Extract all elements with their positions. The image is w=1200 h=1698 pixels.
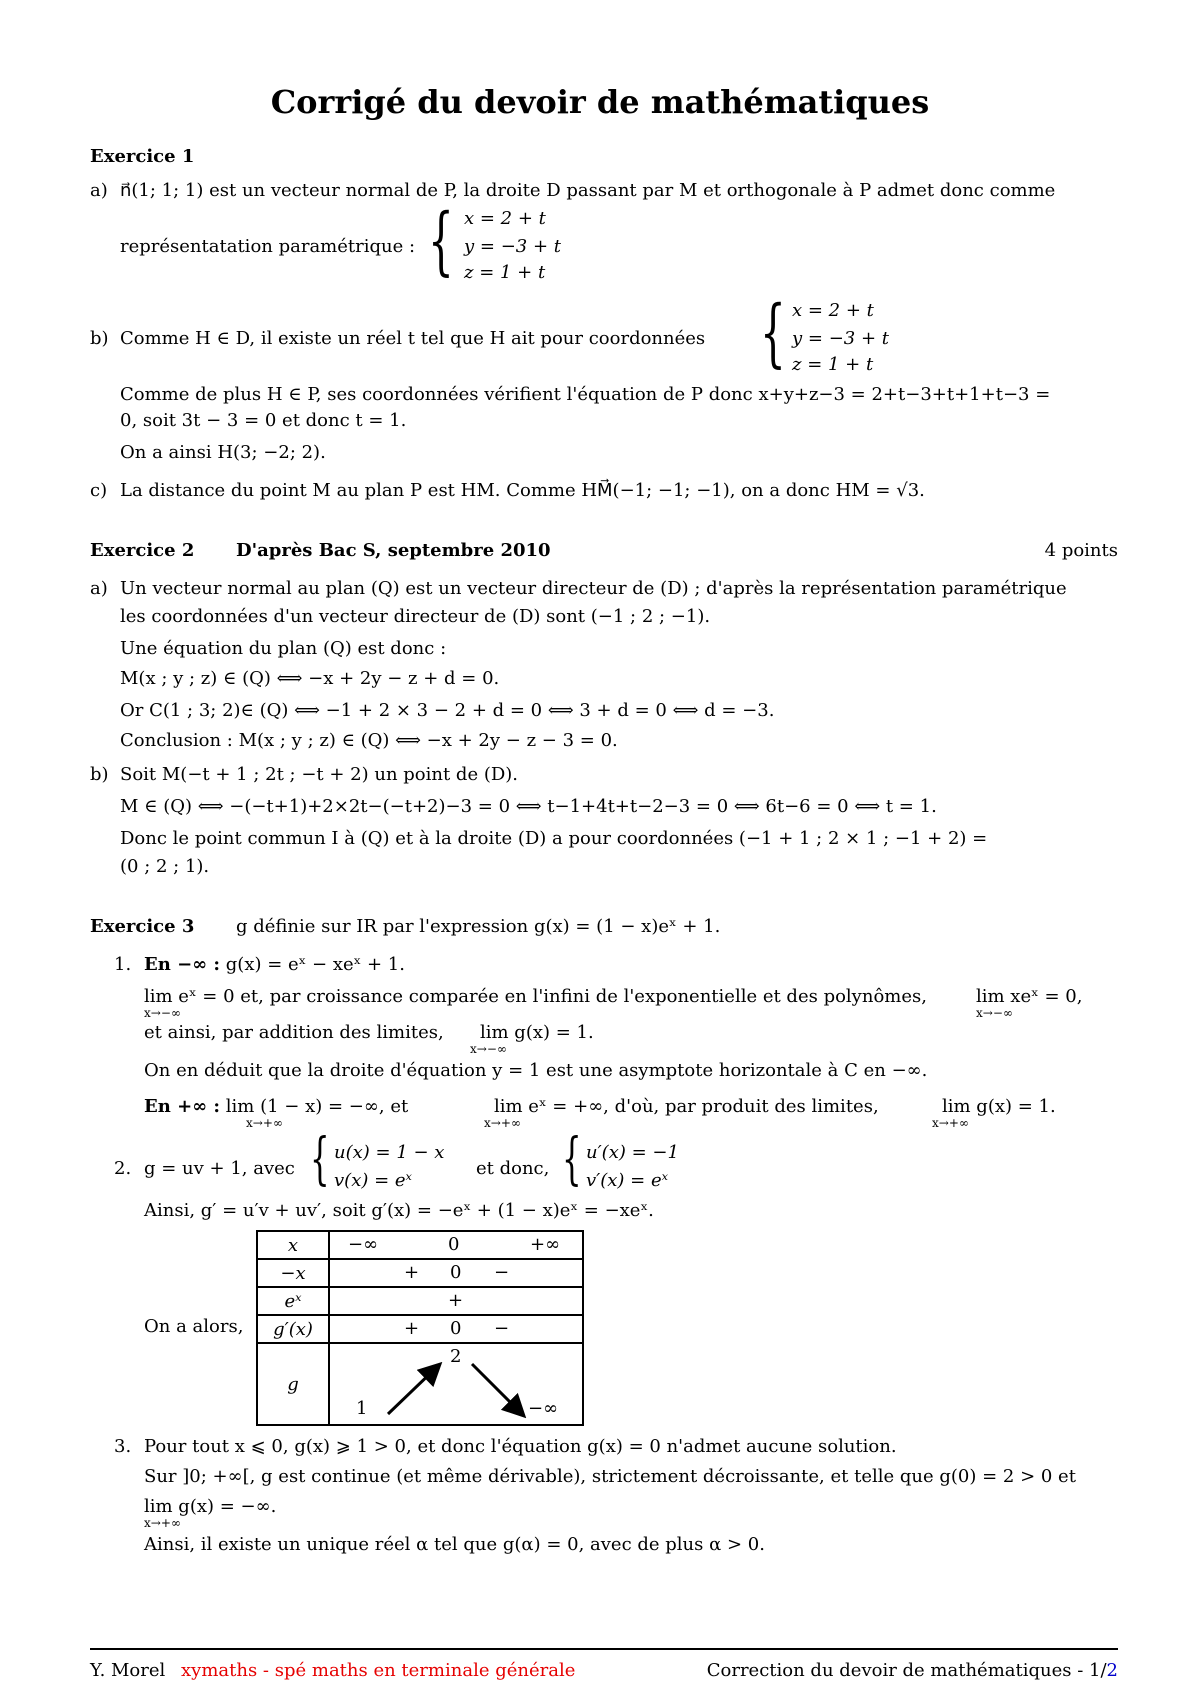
table-row [257, 1259, 583, 1287]
table-values [329, 1287, 583, 1315]
ex2-b-label: b) [90, 764, 109, 785]
ex3-p2-brace-2: { [562, 1127, 582, 1192]
ex3-p3-line2: Sur ]0; +∞[, g est continue (et même dérivable), strictement décroissante, et telle que g(0) = 2 > 0 et [144, 1466, 1076, 1487]
footer-total-pages-link[interactable]: 2 [1106, 1660, 1118, 1681]
ex3-lim-sub: x→−∞ [470, 1042, 507, 1056]
ex3-item-1-number: 1. [114, 954, 132, 975]
exercise-3-heading: Exercice 3 [90, 916, 195, 937]
table-cell: + [404, 1262, 420, 1283]
ex3-lim-sub-plus: x→+∞ [246, 1116, 283, 1130]
ex2-a-line: Or C(1 ; 3; 2)∈ (Q) ⟺ −1 + 2 × 3 − 2 + d = 0 ⟺ 3 + d = 0 ⟺ d = −3. [120, 700, 775, 721]
table-values [329, 1259, 583, 1287]
table-row [257, 1343, 583, 1425]
ex2-b-line: M ∈ (Q) ⟺ −(−t+1)+2×2t−(−t+2)−3 = 0 ⟺ t−1+4t+t−2−3 = 0 ⟺ 6t−6 = 0 ⟺ t = 1. [120, 796, 937, 817]
table-values [329, 1343, 583, 1425]
ex3-p1-line2b: lim xeˣ = 0, [976, 986, 1083, 1007]
table-row [257, 1287, 583, 1315]
table-row [257, 1231, 583, 1259]
ex3-p1-line3b: lim g(x) = 1. [480, 1022, 594, 1043]
increasing-arrow [388, 1366, 438, 1414]
ex2-a-line: Une équation du plan (Q) est donc : [120, 638, 447, 659]
ex3-p2-mid: et donc, [476, 1158, 550, 1179]
footer-page-text: Correction du devoir de mathématiques - 1/ [706, 1660, 1107, 1681]
ex3-item-2-number: 2. [114, 1158, 132, 1179]
ex3-p1-line4: On en déduit que la droite d'équation y = 1 est une asymptote horizontale à C en −∞. [144, 1060, 928, 1081]
ex1-a-line1: n⃗(1; 1; 1) est un vecteur normal de P, la droite D passant par M et orthogonale à P admet donc comme [120, 180, 1056, 201]
ex3-p2-sys1: v(x) = eˣ [334, 1170, 412, 1191]
table-cell: 1 [356, 1398, 368, 1419]
table-values [329, 1315, 583, 1343]
exercise-2-subheading: D'après Bac S, septembre 2010 [236, 540, 551, 561]
table-label: g′(x) [257, 1315, 329, 1343]
ex1-b-brace: { [760, 290, 786, 376]
ex1-b-sys-2: y = −3 + t [792, 328, 889, 349]
ex3-p1-line2a: lim eˣ = 0 et, par croissance comparée en l'infini de l'exponentielle et des polynômes, [144, 986, 927, 1007]
table-cell: + [448, 1290, 464, 1311]
table-cell: − [494, 1262, 510, 1283]
ex1-a-sys-3: z = 1 + t [464, 262, 546, 283]
ex3-lim-sub-plus: x→+∞ [932, 1116, 969, 1130]
ex1-a-sys-2: y = −3 + t [464, 236, 561, 257]
ex3-lim-sub-plus: x→+∞ [144, 1516, 181, 1530]
ex2-a-line: Un vecteur normal au plan (Q) est un vecteur directeur de (D) ; d'après la représentation paramétrique [120, 578, 1067, 599]
ex2-b-line: Soit M(−t + 1 ; 2t ; −t + 2) un point de (D). [120, 764, 519, 785]
exercise-1-heading: Exercice 1 [90, 146, 195, 167]
variation-arrows [330, 1344, 582, 1424]
footer-right [707, 1660, 1118, 1682]
table-cell: 2 [450, 1346, 462, 1367]
ex2-b-line: Donc le point commun I à (Q) et à la droite (D) a pour coordonnées (−1 + 1 ; 2 × 1 ; −1 + 2) = [120, 828, 988, 849]
ex3-p1-line1 [144, 954, 405, 976]
ex3-p1-l5c: lim g(x) = 1. [942, 1096, 1056, 1117]
ex1-a-sys-1: x = 2 + t [464, 208, 546, 229]
table-cell: −∞ [348, 1234, 379, 1255]
ex3-p1-l5a: lim (1 − x) = −∞, et [225, 1096, 409, 1117]
ex3-p2-brace-1: { [310, 1127, 330, 1192]
ex1-b-sys-3: z = 1 + t [792, 354, 874, 375]
ex1-c-label: c) [90, 480, 108, 501]
ex1-b-sys-1: x = 2 + t [792, 300, 874, 321]
table-label: eˣ [257, 1287, 329, 1315]
ex2-a-line: Conclusion : M(x ; y ; z) ∈ (Q) ⟺ −x + 2y − z − 3 = 0. [120, 730, 618, 751]
ex1-b-line3: 0, soit 3t − 3 = 0 et donc t = 1. [120, 410, 407, 431]
ex3-lim-sub: x→−∞ [976, 1006, 1013, 1020]
ex1-b-label: b) [90, 328, 109, 349]
ex1-b-line1: Comme H ∈ D, il existe un réel t tel que H ait pour coordonnées [120, 328, 706, 349]
table-cell: 0 [448, 1234, 460, 1255]
ex3-p2-a: g = uv + 1, avec [144, 1158, 295, 1179]
table-cell: −∞ [528, 1398, 559, 1419]
table-cell: + [404, 1318, 420, 1339]
ex3-p1-line3a: et ainsi, par addition des limites, [144, 1022, 444, 1043]
ex2-a-line: les coordonnées d'un vecteur directeur de (D) sont (−1 ; 2 ; −1). [120, 606, 711, 627]
table-label: g [257, 1343, 329, 1425]
variation-table [256, 1230, 584, 1426]
footer [90, 1660, 575, 1682]
table-label: −x [257, 1259, 329, 1287]
ex2-a-label: a) [90, 578, 108, 599]
footer-site-link[interactable]: xymaths - spé maths en terminale générale [181, 1660, 576, 1681]
ex3-p2-sys1: u(x) = 1 − x [334, 1142, 445, 1163]
table-cell: − [494, 1318, 510, 1339]
ex3-p1-bold-plus: En +∞ : [144, 1096, 221, 1117]
footer-author: Y. Morel [90, 1660, 166, 1681]
table-label: x [257, 1231, 329, 1259]
ex3-p1-rest: g(x) = eˣ − xeˣ + 1. [220, 954, 405, 975]
ex3-intro: g définie sur IR par l'expression g(x) = (1 − x)eˣ + 1. [236, 916, 721, 937]
ex2-b-line: (0 ; 2 ; 1). [120, 856, 210, 877]
ex1-a-brace: { [428, 198, 454, 284]
ex3-on-a-alors: On a alors, [144, 1316, 244, 1337]
ex1-a-line2: représentatation paramétrique : [120, 236, 416, 257]
table-cell: +∞ [530, 1234, 561, 1255]
decreasing-arrow [472, 1364, 522, 1414]
ex1-b-line2: Comme de plus H ∈ P, ses coordonnées vérifient l'équation de P donc x+y+z−3 = 2+t−3+t+1+t−3 = [120, 384, 1051, 405]
ex3-p1-bold: En −∞ : [144, 954, 221, 975]
ex3-p3-line1: Pour tout x ⩽ 0, g(x) ⩾ 1 > 0, et donc l'équation g(x) = 0 n'admet aucune solution. [144, 1436, 897, 1457]
exercise-2-heading: Exercice 2 [90, 540, 195, 561]
ex3-p1-l5b: lim eˣ = +∞, d'où, par produit des limites, [494, 1096, 879, 1117]
table-row [257, 1315, 583, 1343]
ex2-a-line: M(x ; y ; z) ∈ (Q) ⟺ −x + 2y − z + d = 0. [120, 668, 500, 689]
exercise-2-points: 4 points [1044, 540, 1118, 561]
ex3-p1-line5 [144, 1096, 408, 1118]
ex1-b-line4: On a ainsi H(3; −2; 2). [120, 442, 326, 463]
ex1-a-label: a) [90, 180, 108, 201]
ex3-p2-line2: Ainsi, g′ = u′v + uv′, soit g′(x) = −eˣ + (1 − x)eˣ = −xeˣ. [144, 1200, 654, 1221]
table-values [329, 1231, 583, 1259]
footer-rule [90, 1648, 1118, 1650]
page-title: Corrigé du devoir de mathématiques [270, 83, 930, 121]
ex3-p3-line3: lim g(x) = −∞. [144, 1496, 277, 1517]
ex3-lim-sub-plus: x→+∞ [484, 1116, 521, 1130]
ex1-c-line1: La distance du point M au plan P est HM. Comme HM⃗(−1; −1; −1), on a donc HM = √3. [120, 480, 925, 501]
table-cell: 0 [450, 1262, 462, 1283]
ex3-p2-sys2: v′(x) = eˣ [586, 1170, 669, 1191]
ex3-p3-line4: Ainsi, il existe un unique réel α tel que g(α) = 0, avec de plus α > 0. [144, 1534, 765, 1555]
table-cell: 0 [450, 1318, 462, 1339]
ex3-lim-sub: x→−∞ [144, 1006, 181, 1020]
ex3-p2-sys2: u′(x) = −1 [586, 1142, 679, 1163]
ex3-item-3-number: 3. [114, 1436, 132, 1457]
